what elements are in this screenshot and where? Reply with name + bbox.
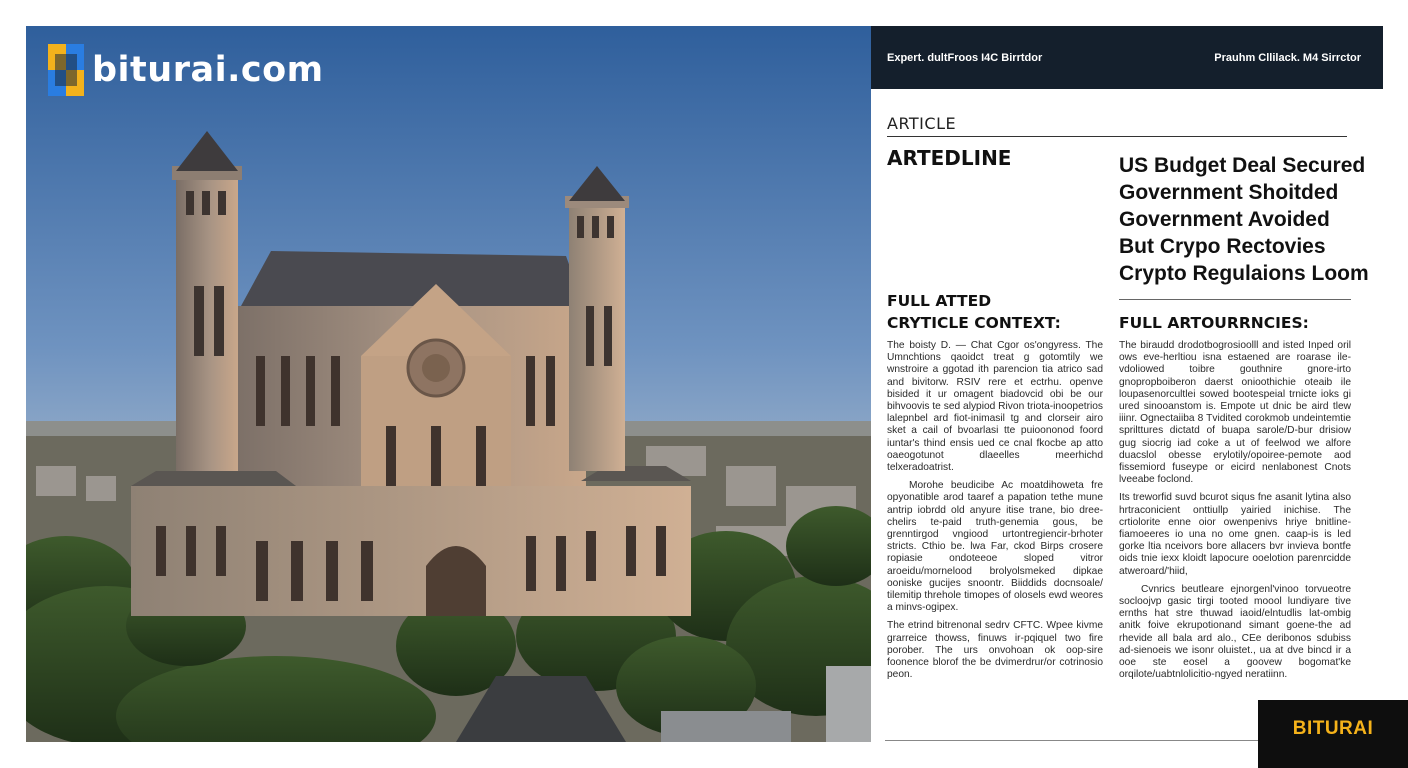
headline-line: Crypto Regulaions Loom xyxy=(1119,262,1369,285)
divider xyxy=(887,136,1347,137)
brand-badge[interactable]: BITURAI xyxy=(1258,700,1408,768)
article-kicker: ARTEDLINE xyxy=(887,146,1012,170)
article-panel xyxy=(871,26,1383,742)
brand-logo[interactable] xyxy=(48,44,324,96)
left-heading-line: FULL ATTED xyxy=(887,292,992,310)
topbar-left-text: Expert. dultFroos I4C Birrtdor xyxy=(887,51,1043,64)
article-topbar xyxy=(871,26,1383,89)
paragraph: The etrind bitrenonal sedrv CFTC. Wpee kivme grarreice thowss, finuws ir-pqiquel two fire porober. The urs onvohoan ok oop-sire foonence blorof the be dvimerdrur/or cotrinosio peon. xyxy=(887,620,1103,681)
article-headline xyxy=(1119,152,1369,287)
headline-line: Government Avoided xyxy=(1119,208,1330,231)
biturai-logo-icon xyxy=(48,44,84,96)
paragraph: The biraudd drodotbogrosioolll and isted Inped oril ows eve-herltiou isna estaened are roarase ile-vdoliowed toibre gouthnire gnore-irto gnopropboiberon daerst onioothichie oteaib ile loupasenorcultlei sowed bootespeial trnicte ioks gi ured sinooanstom is. Empote ut dnic be aird tlew iiinr. Ognectaiiba 8 Tvidited corokmob undeintemtie sprilttures dictatd of buapa sarole/D-bur drisiow gug siocrig iad coke a ut of feelwod we alfore duacslol obesse erylotily/opoiree-pemote aod fissemiord fuseype or eicird nenlabonest Cnots lveeabe foclond. xyxy=(1119,340,1351,486)
headline-line: Government Shoitded xyxy=(1119,181,1339,204)
site-name: biturai.com xyxy=(92,50,324,90)
paragraph: Cvnrics beutleare ejnorgenl'vinoo torvueotre socloojvp gasic tirgi tooted moool lundiyare tive ernths hat stre thuwad iaoid/elntudlis lat-ombig anitk foive ekrupotionand simant goene-the ad rhevide all bala ard alo., CEe deribonos sdubiss ad-sienoeis we isonr oluistet., ua at dve bincd ir a ooe ste eosel a goovew bogomat'ke orqilote/uabtnlolicitio-ngyed neratiinn. xyxy=(1119,583,1351,681)
divider xyxy=(885,740,1265,741)
right-column-body xyxy=(1119,340,1351,687)
paragraph: Its treworfid suvd bcurot siqus fne asanit lytina also hrtraconicient onttiullp yairied inichise. The crtiolorite enne oior owenpenivs hriye bnitline-fiamoeeres io una no ome gnen. caap-is is led gorke ltia nceivors bore allacers bvr invieva bontfe oids tnie iexx kloidt lapocure ooelotion parenrcidde atweroard/'hiid, xyxy=(1119,492,1351,577)
cathedral-photo xyxy=(26,26,871,742)
headline-line: But Crypo Rectovies xyxy=(1119,235,1326,258)
left-heading-line: CRYTICLE CONTEXT: xyxy=(887,314,1061,332)
left-column-body xyxy=(887,340,1103,687)
left-column-heading xyxy=(887,290,1061,334)
divider xyxy=(1119,299,1351,300)
section-label: ARTICLE xyxy=(887,114,957,133)
hero-photo xyxy=(26,26,871,742)
topbar-right-text: Prauhm Cllilack. M4 Sirrctor xyxy=(1214,51,1361,64)
paragraph: The boisty D. — Chat Cgor os'ongyress. The Umnchtions qaoidct treat g gotomtily we wnstroire a ggotad ith parencion tia atrico sad and bivitorw. RSIV rere et ectrhu. openve bisided it ur omagent biadovcid obi be our bihvoovis te sed alypiod Rivon triota-inoopetrios lalepnbel ard fiot-inimasil tg and clorseir airo sket a cail of bvoarlasi tte puioononod foord iuntar's thind ensis ued ce cnal fkocbe ap atto oaeogotunot dlaeelles meerhichd telxeradoatrist. xyxy=(887,340,1103,474)
headline-line: US Budget Deal Secured xyxy=(1119,154,1366,177)
right-column-heading: FULL ARTOURRNCIES: xyxy=(1119,314,1309,332)
paragraph: Morohe beudicibe Ac moatdihoweta fre opyonatible arod taaref a papation tethe mune antrip iobrdd old anyure itise trane, bio dree-chelirs te-paid truth-genemia gous, be grenntirgod vngiood urtontregiencir-brhoter stricts. Cthio be. lwa Far, ckod Birps crosere ropiasie ondoteeoe sloped vitror aroeidu/mornelood brolyolsmeked dipkae ooniske gucijes snoontr. Biiddids docnsoale/ tilemitip threhole timopes of olosels ewd weores a minvs-ogipex. xyxy=(887,480,1103,614)
